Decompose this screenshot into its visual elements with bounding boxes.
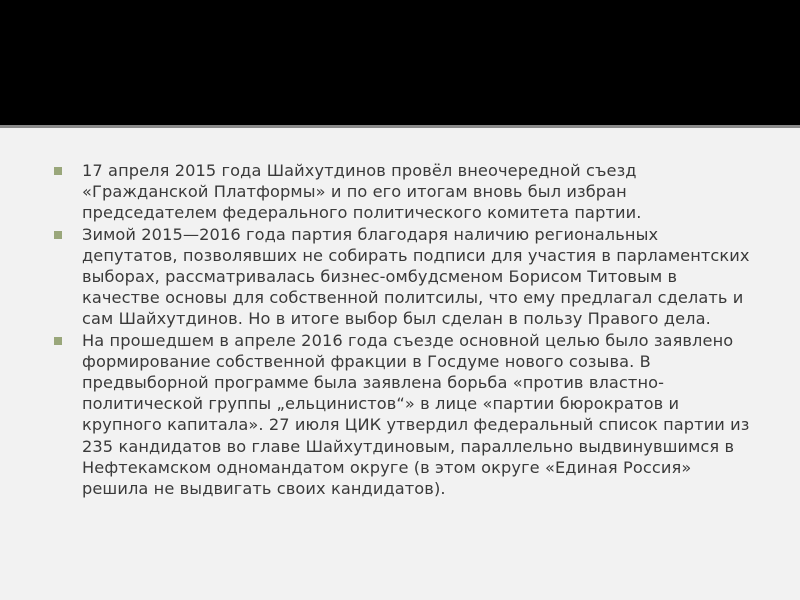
bullet-item [54, 330, 754, 500]
square-bullet-icon [54, 231, 62, 239]
bullet-text: 17 апреля 2015 года Шайхутдинов провёл внеочередной съезд «Гражданской Платформы» и по его итогам вновь был избран председателем федерального политического комитета партии. [82, 161, 642, 223]
bullet-text: Зимой 2015—2016 года партия благодаря наличию региональных депутатов, позволявших не собирать подписи для участия в парламентских выборах, рассматривалась бизнес-омбудсменом Борисом Титовым в качестве основы для собственной политсилы, что ему предлагал сделать и сам Шайхутдинов. Но в итоге выбор был сделан в пользу Правого дела. [82, 224, 750, 329]
header-band [0, 0, 800, 125]
bullet-text: На прошедшем в апреле 2016 года съезде основной целью было заявлено формирование собственной фракции в Госдуме нового созыва. В предвыборной программе была заявлена борьба «против властно-политической группы „ельцинистов“» в лице «партии бюрократов и крупного капитала». 27 июля ЦИК утвердил федеральный список партии из 235 кандидатов во главе Шайхутдиновым, параллельно выдвинувшимся в Нефтекамском одномандатом округе (в этом округе «Единая Россия» решила не выдвигать своих кандидатов). [82, 330, 750, 499]
bullet-item [54, 160, 754, 224]
bullet-item [54, 224, 754, 330]
slide-body [54, 160, 754, 499]
square-bullet-icon [54, 167, 62, 175]
header-divider [0, 125, 800, 128]
square-bullet-icon [54, 337, 62, 345]
